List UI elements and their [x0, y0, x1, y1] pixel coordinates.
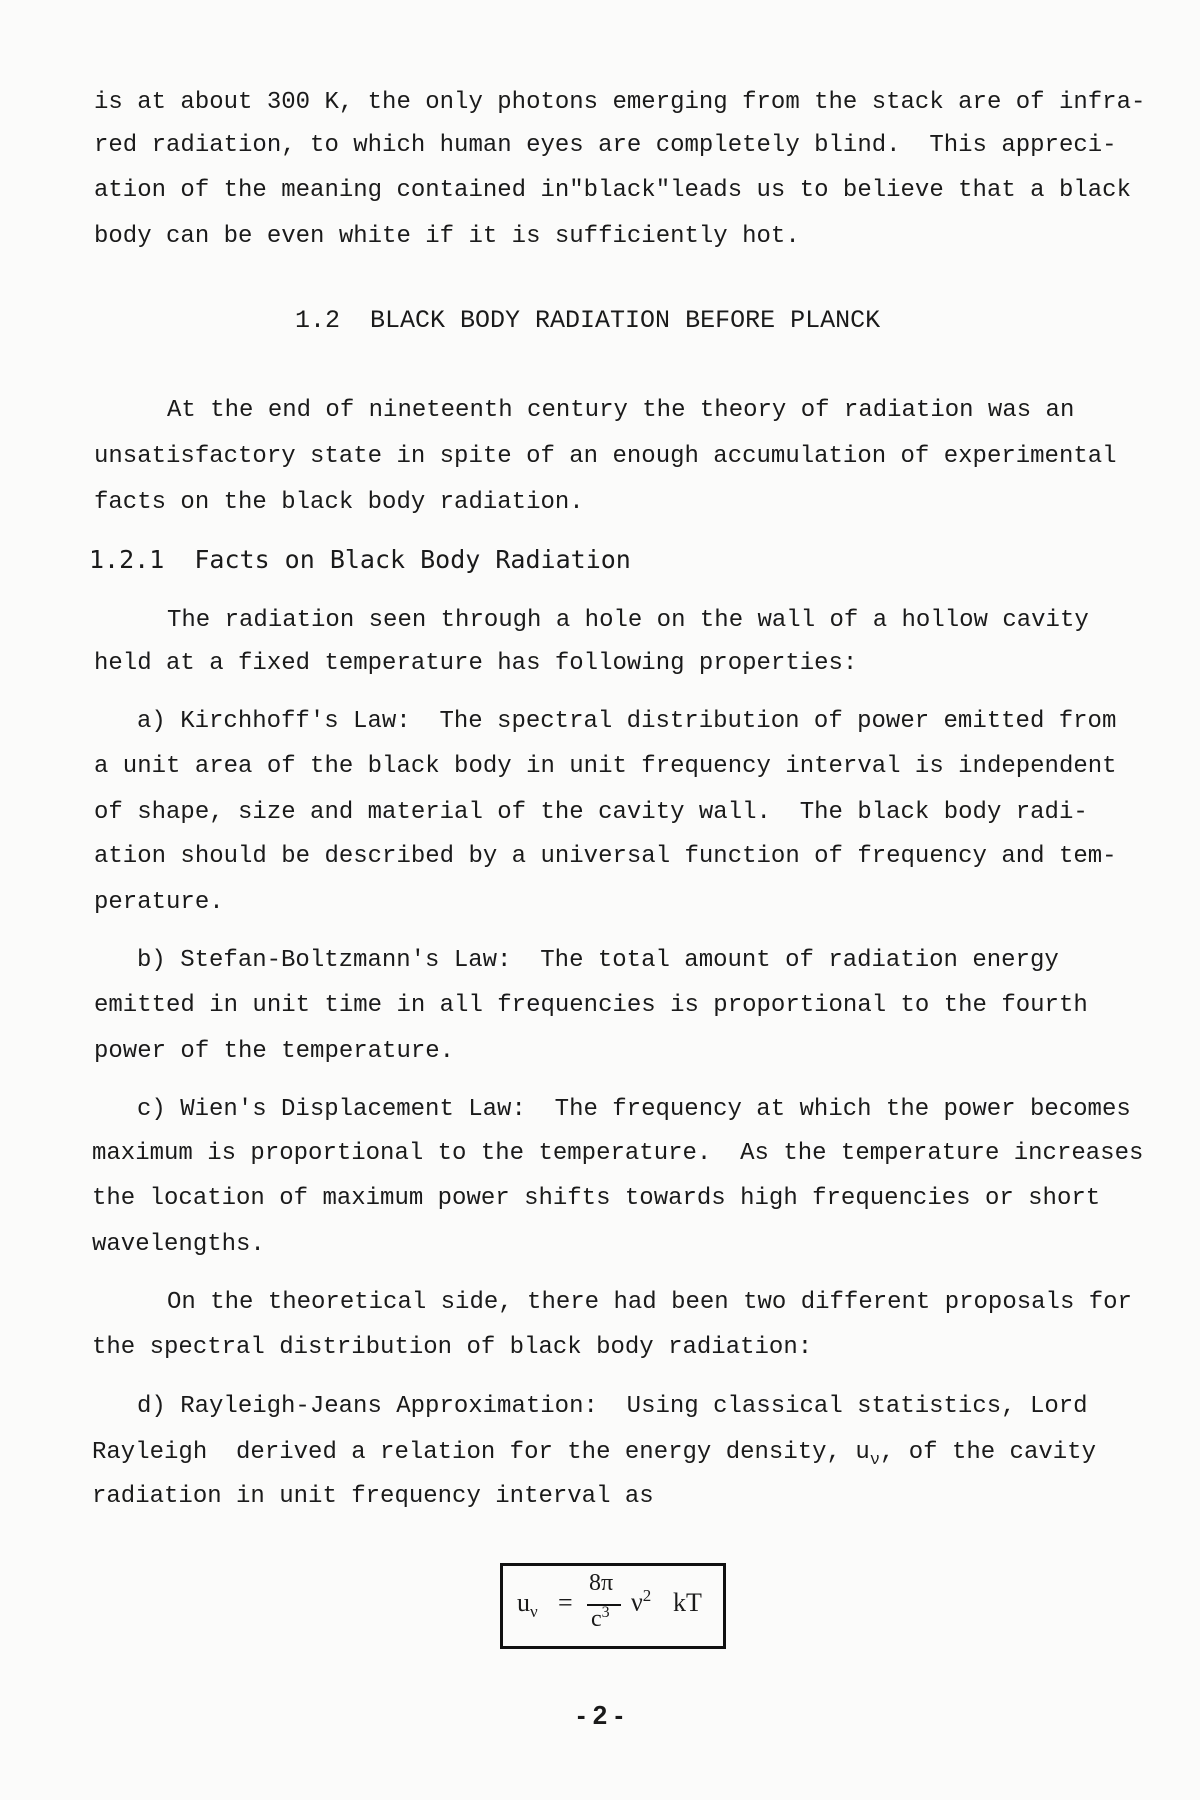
- eq-kt: kT: [673, 1588, 702, 1617]
- text-line: radiation in unit frequency interval as: [92, 1483, 654, 1510]
- text-line: At the end of nineteenth century the theory of radiation was an: [167, 397, 1075, 424]
- text-line: power of the temperature.: [94, 1038, 455, 1065]
- text-line: [92, 1439, 1096, 1475]
- text-line: wavelengths.: [92, 1231, 265, 1258]
- eq-nu: $\nu^2$: [631, 1586, 652, 1617]
- equation-box: [500, 1563, 726, 1649]
- text-line: d) Rayleigh-Jeans Approximation: Using classical statistics, Lord: [137, 1393, 1088, 1420]
- text-line: c) Wien's Displacement Law: The frequency at which the power becomes: [137, 1096, 1131, 1123]
- subsection-heading: 1.2.1 Facts on Black Body Radiation: [89, 545, 631, 574]
- text-line: a unit area of the black body in unit frequency interval is independent: [94, 753, 1117, 780]
- text-line: ation of the meaning contained in"black"leads us to believe that a black: [94, 177, 1131, 204]
- eq-denominator: $c^3$: [591, 1604, 610, 1632]
- text-line: the spectral distribution of black body radiation:: [92, 1334, 813, 1361]
- text-line: is at about 300 K, the only photons emerging from the stack are of infra-: [94, 89, 1146, 116]
- text-line: body can be even white if it is sufficiently hot.: [94, 223, 800, 250]
- eq-numerator: 8π: [589, 1570, 614, 1596]
- page-number: - 2 -: [576, 1700, 624, 1730]
- text-line: emitted in unit time in all frequencies is proportional to the fourth: [94, 992, 1088, 1019]
- eq-equals: =: [558, 1588, 573, 1617]
- text-line: of shape, size and material of the cavity wall. The black body radi-: [94, 799, 1088, 826]
- text-line: perature.: [94, 889, 224, 916]
- section-heading: 1.2 BLACK BODY RADIATION BEFORE PLANCK: [295, 306, 881, 335]
- text-line: b) Stefan-Boltzmann's Law: The total amount of radiation energy: [137, 947, 1059, 974]
- text-line: maximum is proportional to the temperature. As the temperature increases: [92, 1140, 1144, 1167]
- text-line: facts on the black body radiation.: [94, 489, 584, 516]
- text: , of the cavity: [879, 1439, 1096, 1466]
- eq-lhs: $u_\nu$: [517, 1588, 538, 1621]
- text-line: held at a fixed temperature has following properties:: [94, 650, 858, 677]
- text-line: unsatisfactory state in spite of an enough accumulation of experimental: [94, 443, 1117, 470]
- text-line: a) Kirchhoff's Law: The spectral distribution of power emitted from: [137, 708, 1117, 735]
- text-line: red radiation, to which human eyes are completely blind. This appreci-: [94, 132, 1117, 159]
- text-line: On the theoretical side, there had been two different proposals for: [167, 1289, 1132, 1316]
- text-line: the location of maximum power shifts towards high frequencies or short: [92, 1185, 1101, 1212]
- text-line: ation should be described by a universal function of frequency and tem-: [94, 843, 1117, 870]
- subscript: ν: [869, 1451, 880, 1470]
- text-line: The radiation seen through a hole on the wall of a hollow cavity: [167, 607, 1089, 634]
- text: Rayleigh derived a relation for the energy density, u: [92, 1439, 870, 1466]
